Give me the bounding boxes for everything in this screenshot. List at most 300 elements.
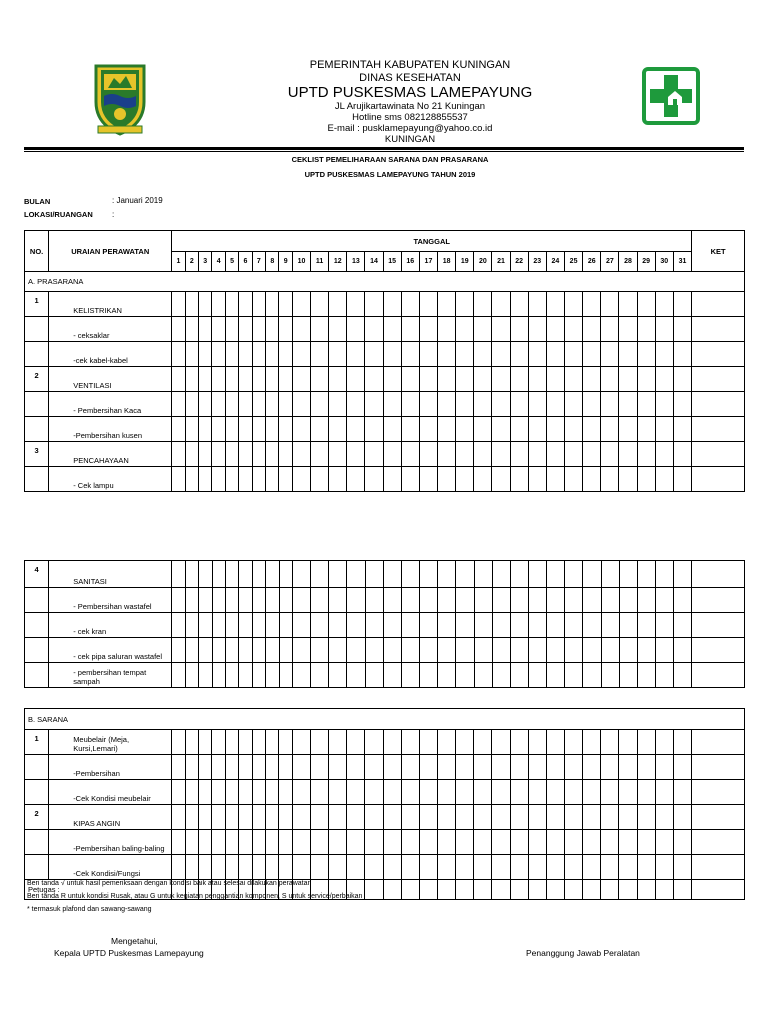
- signature-cell[interactable]: [492, 880, 510, 900]
- check-cell[interactable]: [239, 292, 252, 317]
- ket-cell[interactable]: [692, 467, 745, 492]
- check-cell[interactable]: [383, 561, 401, 588]
- check-cell[interactable]: [401, 613, 419, 638]
- check-cell[interactable]: [383, 342, 401, 367]
- check-cell[interactable]: [528, 442, 546, 467]
- check-cell[interactable]: [212, 467, 225, 492]
- check-cell[interactable]: [292, 292, 310, 317]
- check-cell[interactable]: [185, 467, 198, 492]
- check-cell[interactable]: [347, 392, 365, 417]
- check-cell[interactable]: [310, 805, 328, 830]
- check-cell[interactable]: [199, 638, 212, 663]
- check-cell[interactable]: [419, 442, 437, 467]
- check-cell[interactable]: [673, 855, 691, 880]
- check-cell[interactable]: [674, 638, 692, 663]
- check-cell[interactable]: [528, 730, 546, 755]
- check-cell[interactable]: [212, 417, 225, 442]
- check-cell[interactable]: [252, 855, 265, 880]
- check-cell[interactable]: [266, 417, 279, 442]
- check-cell[interactable]: [601, 730, 619, 755]
- check-cell[interactable]: [383, 317, 401, 342]
- check-cell[interactable]: [583, 663, 601, 688]
- check-cell[interactable]: [292, 342, 310, 367]
- check-cell[interactable]: [510, 780, 528, 805]
- check-cell[interactable]: [619, 467, 637, 492]
- check-cell[interactable]: [492, 663, 510, 688]
- check-cell[interactable]: [583, 317, 601, 342]
- check-cell[interactable]: [492, 730, 510, 755]
- check-cell[interactable]: [655, 367, 673, 392]
- check-cell[interactable]: [172, 417, 185, 442]
- check-cell[interactable]: [310, 855, 328, 880]
- signature-cell[interactable]: [564, 880, 582, 900]
- check-cell[interactable]: [619, 367, 637, 392]
- check-cell[interactable]: [172, 830, 185, 855]
- ket-cell[interactable]: [692, 588, 745, 613]
- check-cell[interactable]: [383, 613, 401, 638]
- check-cell[interactable]: [347, 780, 365, 805]
- check-cell[interactable]: [419, 317, 437, 342]
- check-cell[interactable]: [601, 780, 619, 805]
- check-cell[interactable]: [279, 780, 292, 805]
- check-cell[interactable]: [510, 855, 528, 880]
- check-cell[interactable]: [419, 780, 437, 805]
- check-cell[interactable]: [565, 292, 583, 317]
- check-cell[interactable]: [619, 292, 637, 317]
- check-cell[interactable]: [438, 292, 456, 317]
- check-cell[interactable]: [601, 392, 619, 417]
- check-cell[interactable]: [510, 663, 528, 688]
- check-cell[interactable]: [419, 417, 437, 442]
- check-cell[interactable]: [347, 561, 365, 588]
- check-cell[interactable]: [311, 392, 329, 417]
- check-cell[interactable]: [546, 342, 564, 367]
- check-cell[interactable]: [239, 805, 252, 830]
- check-cell[interactable]: [656, 613, 674, 638]
- check-cell[interactable]: [583, 417, 601, 442]
- check-cell[interactable]: [456, 392, 474, 417]
- check-cell[interactable]: [365, 780, 383, 805]
- check-cell[interactable]: [212, 342, 225, 367]
- check-cell[interactable]: [419, 805, 437, 830]
- check-cell[interactable]: [199, 417, 212, 442]
- check-cell[interactable]: [279, 392, 292, 417]
- check-cell[interactable]: [437, 830, 455, 855]
- check-cell[interactable]: [199, 392, 212, 417]
- check-cell[interactable]: [474, 755, 492, 780]
- check-cell[interactable]: [673, 317, 691, 342]
- check-cell[interactable]: [565, 663, 583, 688]
- check-cell[interactable]: [212, 830, 225, 855]
- check-cell[interactable]: [225, 588, 238, 613]
- check-cell[interactable]: [292, 780, 310, 805]
- check-cell[interactable]: [383, 730, 401, 755]
- signature-cell[interactable]: [419, 880, 437, 900]
- check-cell[interactable]: [347, 417, 365, 442]
- check-cell[interactable]: [225, 663, 238, 688]
- check-cell[interactable]: [185, 292, 198, 317]
- check-cell[interactable]: [266, 830, 279, 855]
- check-cell[interactable]: [510, 613, 528, 638]
- check-cell[interactable]: [619, 442, 637, 467]
- check-cell[interactable]: [365, 805, 383, 830]
- check-cell[interactable]: [528, 613, 546, 638]
- check-cell[interactable]: [528, 805, 546, 830]
- check-cell[interactable]: [546, 442, 564, 467]
- check-cell[interactable]: [292, 663, 310, 688]
- check-cell[interactable]: [619, 730, 637, 755]
- check-cell[interactable]: [528, 561, 546, 588]
- check-cell[interactable]: [212, 780, 225, 805]
- check-cell[interactable]: [510, 292, 528, 317]
- check-cell[interactable]: [292, 755, 310, 780]
- check-cell[interactable]: [546, 392, 564, 417]
- check-cell[interactable]: [401, 417, 419, 442]
- check-cell[interactable]: [347, 663, 365, 688]
- check-cell[interactable]: [252, 588, 265, 613]
- check-cell[interactable]: [673, 342, 691, 367]
- check-cell[interactable]: [583, 730, 601, 755]
- check-cell[interactable]: [419, 467, 437, 492]
- check-cell[interactable]: [185, 730, 198, 755]
- check-cell[interactable]: [279, 467, 292, 492]
- check-cell[interactable]: [383, 830, 401, 855]
- check-cell[interactable]: [438, 588, 456, 613]
- check-cell[interactable]: [492, 417, 510, 442]
- check-cell[interactable]: [266, 367, 279, 392]
- check-cell[interactable]: [401, 663, 419, 688]
- check-cell[interactable]: [329, 780, 347, 805]
- ket-cell[interactable]: [692, 342, 745, 367]
- check-cell[interactable]: [474, 780, 492, 805]
- check-cell[interactable]: [438, 367, 456, 392]
- check-cell[interactable]: [474, 317, 492, 342]
- check-cell[interactable]: [225, 292, 238, 317]
- check-cell[interactable]: [437, 805, 455, 830]
- check-cell[interactable]: [212, 292, 225, 317]
- check-cell[interactable]: [673, 730, 691, 755]
- check-cell[interactable]: [673, 805, 691, 830]
- check-cell[interactable]: [492, 392, 510, 417]
- check-cell[interactable]: [329, 613, 347, 638]
- check-cell[interactable]: [456, 588, 474, 613]
- check-cell[interactable]: [601, 588, 619, 613]
- check-cell[interactable]: [546, 292, 564, 317]
- check-cell[interactable]: [492, 367, 510, 392]
- check-cell[interactable]: [474, 467, 492, 492]
- check-cell[interactable]: [510, 317, 528, 342]
- check-cell[interactable]: [292, 367, 310, 392]
- check-cell[interactable]: [528, 755, 546, 780]
- check-cell[interactable]: [656, 663, 674, 688]
- check-cell[interactable]: [266, 805, 279, 830]
- check-cell[interactable]: [583, 830, 601, 855]
- check-cell[interactable]: [347, 830, 365, 855]
- check-cell[interactable]: [401, 830, 419, 855]
- check-cell[interactable]: [456, 342, 474, 367]
- check-cell[interactable]: [637, 317, 655, 342]
- check-cell[interactable]: [185, 805, 198, 830]
- check-cell[interactable]: [212, 855, 225, 880]
- check-cell[interactable]: [637, 613, 655, 638]
- signature-cell[interactable]: [437, 880, 455, 900]
- check-cell[interactable]: [279, 638, 292, 663]
- check-cell[interactable]: [329, 392, 347, 417]
- check-cell[interactable]: [292, 830, 310, 855]
- check-cell[interactable]: [546, 830, 564, 855]
- signature-cell[interactable]: [365, 880, 383, 900]
- check-cell[interactable]: [172, 561, 185, 588]
- check-cell[interactable]: [199, 613, 212, 638]
- check-cell[interactable]: [185, 317, 198, 342]
- check-cell[interactable]: [619, 588, 637, 613]
- check-cell[interactable]: [185, 367, 198, 392]
- check-cell[interactable]: [601, 442, 619, 467]
- check-cell[interactable]: [474, 392, 492, 417]
- check-cell[interactable]: [528, 367, 546, 392]
- check-cell[interactable]: [212, 755, 225, 780]
- check-cell[interactable]: [279, 855, 292, 880]
- check-cell[interactable]: [619, 317, 637, 342]
- check-cell[interactable]: [266, 755, 279, 780]
- check-cell[interactable]: [185, 780, 198, 805]
- check-cell[interactable]: [401, 392, 419, 417]
- check-cell[interactable]: [601, 561, 619, 588]
- check-cell[interactable]: [199, 805, 212, 830]
- check-cell[interactable]: [565, 561, 583, 588]
- check-cell[interactable]: [239, 317, 252, 342]
- ket-cell[interactable]: [692, 613, 745, 638]
- check-cell[interactable]: [383, 638, 401, 663]
- check-cell[interactable]: [347, 805, 365, 830]
- check-cell[interactable]: [383, 292, 401, 317]
- check-cell[interactable]: [583, 467, 601, 492]
- check-cell[interactable]: [212, 613, 225, 638]
- check-cell[interactable]: [437, 780, 455, 805]
- check-cell[interactable]: [564, 780, 582, 805]
- check-cell[interactable]: [365, 467, 383, 492]
- check-cell[interactable]: [212, 730, 225, 755]
- check-cell[interactable]: [279, 367, 292, 392]
- check-cell[interactable]: [292, 588, 310, 613]
- check-cell[interactable]: [266, 613, 279, 638]
- check-cell[interactable]: [547, 613, 565, 638]
- check-cell[interactable]: [637, 780, 655, 805]
- check-cell[interactable]: [212, 588, 225, 613]
- check-cell[interactable]: [185, 663, 198, 688]
- check-cell[interactable]: [528, 830, 546, 855]
- check-cell[interactable]: [601, 805, 619, 830]
- check-cell[interactable]: [673, 417, 691, 442]
- ket-cell[interactable]: [692, 367, 745, 392]
- check-cell[interactable]: [311, 442, 329, 467]
- ket-cell[interactable]: [692, 561, 745, 588]
- check-cell[interactable]: [456, 638, 474, 663]
- check-cell[interactable]: [266, 663, 279, 688]
- check-cell[interactable]: [619, 613, 637, 638]
- check-cell[interactable]: [492, 561, 510, 588]
- check-cell[interactable]: [279, 442, 292, 467]
- check-cell[interactable]: [583, 367, 601, 392]
- check-cell[interactable]: [225, 467, 238, 492]
- ket-cell[interactable]: [691, 855, 744, 880]
- check-cell[interactable]: [565, 467, 583, 492]
- check-cell[interactable]: [279, 730, 292, 755]
- check-cell[interactable]: [329, 663, 347, 688]
- check-cell[interactable]: [199, 780, 212, 805]
- check-cell[interactable]: [225, 442, 238, 467]
- check-cell[interactable]: [474, 442, 492, 467]
- check-cell[interactable]: [564, 855, 582, 880]
- check-cell[interactable]: [474, 613, 492, 638]
- check-cell[interactable]: [546, 805, 564, 830]
- check-cell[interactable]: [438, 442, 456, 467]
- check-cell[interactable]: [310, 830, 328, 855]
- check-cell[interactable]: [546, 855, 564, 880]
- check-cell[interactable]: [311, 663, 329, 688]
- check-cell[interactable]: [185, 442, 198, 467]
- check-cell[interactable]: [619, 342, 637, 367]
- check-cell[interactable]: [492, 855, 510, 880]
- check-cell[interactable]: [172, 367, 185, 392]
- check-cell[interactable]: [225, 855, 238, 880]
- check-cell[interactable]: [547, 638, 565, 663]
- check-cell[interactable]: [655, 830, 673, 855]
- check-cell[interactable]: [619, 638, 637, 663]
- check-cell[interactable]: [601, 613, 619, 638]
- check-cell[interactable]: [474, 855, 492, 880]
- signature-cell[interactable]: [510, 880, 528, 900]
- check-cell[interactable]: [546, 730, 564, 755]
- check-cell[interactable]: [383, 663, 401, 688]
- check-cell[interactable]: [510, 367, 528, 392]
- check-cell[interactable]: [292, 613, 310, 638]
- check-cell[interactable]: [547, 588, 565, 613]
- check-cell[interactable]: [564, 805, 582, 830]
- check-cell[interactable]: [185, 342, 198, 367]
- check-cell[interactable]: [239, 588, 252, 613]
- check-cell[interactable]: [329, 317, 347, 342]
- check-cell[interactable]: [365, 317, 383, 342]
- check-cell[interactable]: [637, 638, 655, 663]
- check-cell[interactable]: [252, 392, 265, 417]
- check-cell[interactable]: [546, 467, 564, 492]
- check-cell[interactable]: [565, 342, 583, 367]
- check-cell[interactable]: [474, 830, 492, 855]
- check-cell[interactable]: [655, 317, 673, 342]
- check-cell[interactable]: [674, 588, 692, 613]
- check-cell[interactable]: [601, 755, 619, 780]
- check-cell[interactable]: [456, 367, 474, 392]
- check-cell[interactable]: [225, 755, 238, 780]
- check-cell[interactable]: [438, 663, 456, 688]
- check-cell[interactable]: [329, 417, 347, 442]
- check-cell[interactable]: [347, 342, 365, 367]
- check-cell[interactable]: [252, 417, 265, 442]
- check-cell[interactable]: [311, 467, 329, 492]
- check-cell[interactable]: [266, 292, 279, 317]
- check-cell[interactable]: [172, 855, 185, 880]
- check-cell[interactable]: [492, 780, 510, 805]
- check-cell[interactable]: [365, 442, 383, 467]
- check-cell[interactable]: [492, 638, 510, 663]
- check-cell[interactable]: [456, 780, 474, 805]
- check-cell[interactable]: [252, 730, 265, 755]
- check-cell[interactable]: [474, 805, 492, 830]
- check-cell[interactable]: [292, 730, 310, 755]
- check-cell[interactable]: [225, 613, 238, 638]
- ket-cell[interactable]: [692, 417, 745, 442]
- check-cell[interactable]: [420, 613, 438, 638]
- check-cell[interactable]: [185, 392, 198, 417]
- check-cell[interactable]: [252, 805, 265, 830]
- check-cell[interactable]: [172, 292, 185, 317]
- check-cell[interactable]: [266, 638, 279, 663]
- check-cell[interactable]: [212, 442, 225, 467]
- check-cell[interactable]: [655, 392, 673, 417]
- check-cell[interactable]: [172, 392, 185, 417]
- check-cell[interactable]: [601, 638, 619, 663]
- check-cell[interactable]: [239, 467, 252, 492]
- check-cell[interactable]: [419, 830, 437, 855]
- ket-cell[interactable]: [692, 392, 745, 417]
- check-cell[interactable]: [199, 588, 212, 613]
- check-cell[interactable]: [401, 342, 419, 367]
- check-cell[interactable]: [456, 561, 474, 588]
- check-cell[interactable]: [619, 855, 637, 880]
- check-cell[interactable]: [239, 417, 252, 442]
- check-cell[interactable]: [239, 780, 252, 805]
- check-cell[interactable]: [292, 317, 310, 342]
- check-cell[interactable]: [252, 342, 265, 367]
- check-cell[interactable]: [655, 442, 673, 467]
- check-cell[interactable]: [547, 663, 565, 688]
- check-cell[interactable]: [225, 780, 238, 805]
- check-cell[interactable]: [564, 730, 582, 755]
- signature-cell[interactable]: [456, 880, 474, 900]
- check-cell[interactable]: [199, 292, 212, 317]
- check-cell[interactable]: [199, 663, 212, 688]
- check-cell[interactable]: [225, 317, 238, 342]
- check-cell[interactable]: [655, 417, 673, 442]
- check-cell[interactable]: [365, 588, 383, 613]
- check-cell[interactable]: [239, 367, 252, 392]
- check-cell[interactable]: [565, 613, 583, 638]
- check-cell[interactable]: [185, 638, 198, 663]
- check-cell[interactable]: [546, 755, 564, 780]
- check-cell[interactable]: [656, 638, 674, 663]
- check-cell[interactable]: [225, 561, 238, 588]
- check-cell[interactable]: [583, 292, 601, 317]
- ket-cell[interactable]: [691, 755, 744, 780]
- check-cell[interactable]: [239, 392, 252, 417]
- check-cell[interactable]: [292, 467, 310, 492]
- check-cell[interactable]: [239, 755, 252, 780]
- check-cell[interactable]: [185, 417, 198, 442]
- check-cell[interactable]: [292, 855, 310, 880]
- check-cell[interactable]: [637, 467, 655, 492]
- check-cell[interactable]: [185, 588, 198, 613]
- check-cell[interactable]: [437, 855, 455, 880]
- check-cell[interactable]: [199, 342, 212, 367]
- ket-cell[interactable]: [691, 730, 744, 755]
- check-cell[interactable]: [279, 755, 292, 780]
- check-cell[interactable]: [438, 561, 456, 588]
- check-cell[interactable]: [438, 317, 456, 342]
- check-cell[interactable]: [311, 367, 329, 392]
- check-cell[interactable]: [565, 317, 583, 342]
- check-cell[interactable]: [185, 855, 198, 880]
